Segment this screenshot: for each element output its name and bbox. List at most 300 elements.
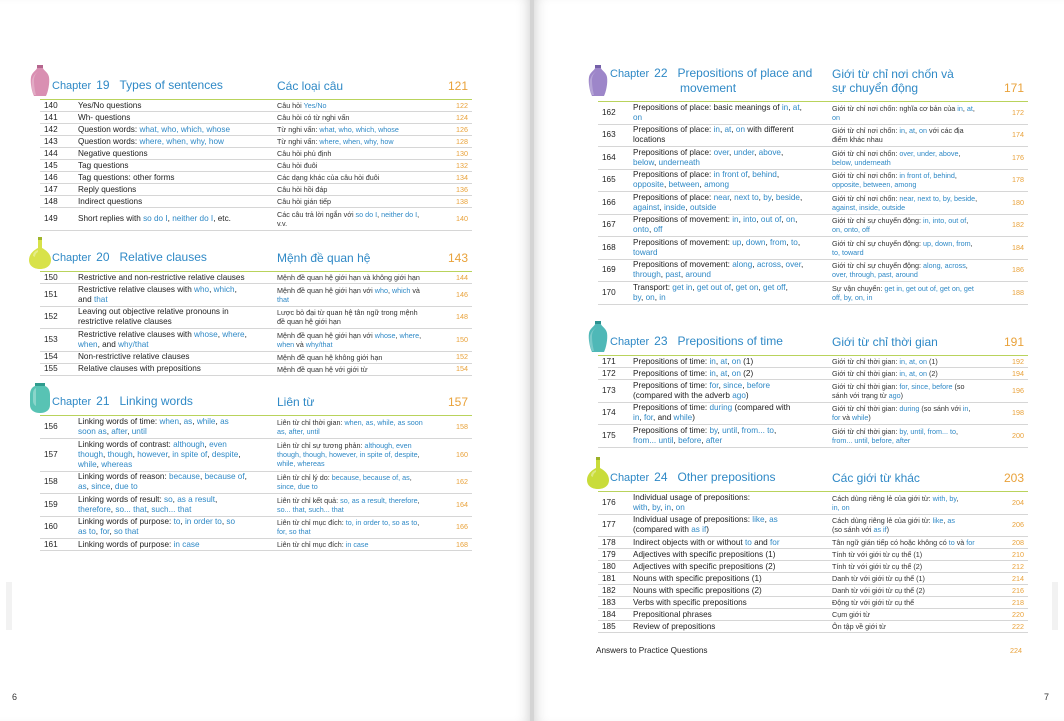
chapter-number: 24: [654, 470, 668, 484]
text-segment: ,: [692, 282, 697, 292]
toc-entry[interactable]: [40, 124, 472, 136]
text-segment: (so sánh với: [832, 525, 874, 535]
unit-title-vietnamese: [277, 307, 442, 329]
toc-entry[interactable]: [598, 125, 1028, 148]
text-segment: ,: [417, 495, 420, 505]
keyword-highlight: with: [633, 502, 648, 512]
unit-title-vietnamese: [832, 492, 1002, 514]
keyword-highlight: because: [169, 472, 200, 482]
text-segment: Non-restrictive relative clauses: [78, 352, 190, 361]
keyword-highlight: on: [918, 126, 927, 136]
keyword-highlight: below, underneath: [832, 157, 891, 167]
keyword-highlight: next to: [734, 192, 759, 202]
chapter-page-number: 143: [447, 251, 468, 265]
unit-title: [633, 102, 829, 124]
toc-entry[interactable]: [40, 100, 472, 112]
unit-number: 185: [602, 621, 616, 631]
keyword-highlight: ago: [888, 390, 901, 400]
keyword-highlight: under: [733, 147, 755, 157]
unit-title: [633, 380, 829, 402]
keyword-highlight: whereas: [101, 459, 133, 469]
unit-page-number: 166: [456, 522, 468, 532]
unit-page-number: 150: [456, 334, 468, 344]
chapter-title: [52, 250, 207, 265]
keyword-highlight: for: [709, 380, 719, 390]
text-segment: ,: [648, 225, 654, 235]
keyword-highlight: Yes/No: [303, 101, 327, 110]
text-segment: Giới từ chỉ nơi chốn:: [832, 193, 900, 203]
toc-entry[interactable]: [40, 416, 472, 439]
jar-teal-icon: [28, 380, 52, 414]
unit-title: [633, 492, 829, 514]
keyword-highlight: on: [633, 112, 643, 122]
keyword-highlight: in: [957, 103, 963, 113]
text-segment: ,: [965, 261, 968, 271]
text-segment: ,: [234, 284, 237, 294]
text-segment: ,: [758, 192, 764, 202]
chapter-21-section: [40, 378, 472, 551]
answers-page: 224: [1010, 646, 1022, 655]
keyword-highlight: on: [735, 125, 746, 135]
unit-page-number: 132: [456, 160, 468, 170]
unit-title: [78, 148, 276, 159]
unit-title-vietnamese: [832, 170, 1000, 192]
keyword-highlight: in, on: [832, 502, 850, 512]
text-segment: Tag questions: other forms: [78, 172, 175, 182]
unit-title: [78, 352, 276, 363]
toc-entry[interactable]: [40, 160, 472, 172]
text-segment: Prepositions of time:: [633, 380, 710, 390]
keyword-highlight: which: [391, 285, 411, 295]
keyword-highlight: when: [159, 416, 180, 426]
keyword-highlight: so: [226, 517, 236, 527]
unit-title-vietnamese: [277, 494, 447, 516]
text-segment: Câu hỏi đuôi: [277, 161, 318, 170]
toc-entry[interactable]: [40, 494, 472, 517]
page-edge: [6, 582, 12, 630]
text-segment: ,: [968, 404, 971, 414]
toc-entry[interactable]: [598, 573, 1028, 585]
unit-page-number: 160: [456, 449, 468, 459]
toc-entry[interactable]: [598, 403, 1028, 426]
keyword-highlight: between: [668, 180, 700, 190]
unit-page-number: 136: [456, 184, 468, 194]
unit-title: [633, 585, 829, 596]
entry-list: [40, 272, 472, 376]
unit-title: [633, 537, 829, 548]
text-segment: Nouns with specific prepositions (2): [633, 585, 762, 595]
unit-page-number: 148: [456, 312, 468, 322]
unit-title: [78, 439, 276, 471]
unit-page-number: 188: [1012, 287, 1024, 297]
unit-title: [633, 549, 829, 560]
chapter-name: Prepositions of place and: [677, 66, 813, 80]
keyword-highlight: in: [709, 356, 716, 366]
text-segment: ,: [215, 494, 218, 504]
text-segment: Giới từ chỉ thời gian:: [832, 381, 900, 391]
keyword-highlight: against, inside, outside: [832, 202, 906, 212]
keyword-highlight: get on: [735, 282, 759, 292]
keyword-highlight: in: [713, 125, 720, 135]
keyword-highlight: so... that: [115, 504, 147, 514]
toc-entry[interactable]: [598, 192, 1028, 215]
text-segment: ,: [215, 416, 221, 426]
unit-title-vietnamese: [832, 282, 1000, 304]
text-segment: Reply questions: [78, 184, 137, 194]
text-segment: ,: [972, 103, 975, 113]
unit-title: [633, 170, 829, 192]
toc-entry[interactable]: [40, 136, 472, 148]
text-segment: Giới từ chỉ nơi chốn:: [832, 171, 900, 181]
text-segment: Liên từ chỉ lý do:: [277, 473, 332, 483]
toc-entry[interactable]: [598, 237, 1028, 260]
text-segment: ,: [758, 282, 763, 292]
unit-number: 148: [44, 196, 58, 206]
text-segment: (so sánh với: [919, 404, 963, 414]
text-segment: Giới từ chỉ thời gian:: [832, 404, 900, 414]
toc-entry[interactable]: [598, 102, 1028, 125]
keyword-highlight: at: [792, 102, 800, 112]
text-segment: ,: [717, 425, 723, 435]
text-segment: Relative clauses with prepositions: [78, 364, 201, 373]
keyword-highlight: for: [832, 413, 841, 423]
text-segment: ,: [754, 147, 759, 157]
unit-number: 162: [602, 107, 616, 117]
text-segment: Cụm giới từ: [832, 610, 870, 619]
text-segment: ,: [200, 472, 205, 482]
keyword-highlight: in front of: [713, 170, 748, 180]
text-segment: Question words:: [78, 136, 140, 146]
text-segment: ,: [731, 125, 736, 135]
text-segment: Giới từ chỉ thời gian:: [832, 369, 900, 378]
toc-entry[interactable]: [40, 517, 472, 540]
text-segment: Indirect questions: [78, 196, 143, 206]
text-segment: ,: [419, 330, 422, 340]
chapter-title-vi: Mệnh đề quan hệ: [277, 251, 371, 265]
toc-entry[interactable]: [598, 492, 1028, 515]
text-segment: ,: [417, 209, 420, 219]
toc-entry[interactable]: [598, 515, 1028, 538]
toc-entry[interactable]: [598, 425, 1028, 448]
unit-page-number: 146: [456, 289, 468, 299]
text-segment: ,: [663, 180, 669, 190]
toc-entry[interactable]: [598, 215, 1028, 238]
toc-entry[interactable]: [40, 196, 472, 208]
keyword-highlight: as to: [78, 527, 96, 537]
text-segment: Câu hỏi gián tiếp: [277, 197, 331, 206]
toc-entry[interactable]: [598, 368, 1028, 380]
keyword-highlight: to: [790, 237, 798, 247]
unit-number: 179: [602, 549, 616, 559]
entry-list: [598, 492, 1028, 633]
keyword-highlight: who: [194, 284, 210, 294]
toc-entry[interactable]: [598, 597, 1028, 609]
keyword-highlight: get out of: [696, 282, 732, 292]
text-segment: ,: [970, 238, 973, 248]
keyword-highlight: whose: [194, 329, 218, 339]
text-segment: Giới từ chỉ sự chuyển động:: [832, 238, 924, 248]
keyword-highlight: over, through, past, around: [832, 270, 918, 280]
toc-entry[interactable]: [598, 585, 1028, 597]
text-segment: ,: [146, 504, 152, 514]
toc-entry[interactable]: [598, 260, 1028, 283]
text-segment: ,: [671, 502, 676, 512]
text-segment: Prepositions of place:: [633, 147, 714, 157]
toc-entry[interactable]: [598, 621, 1028, 633]
text-segment: and: [751, 537, 771, 547]
chapter-header[interactable]: [598, 318, 1028, 356]
chapter-header[interactable]: [598, 454, 1028, 492]
chapter-title-vi: Liên từ: [277, 395, 315, 409]
toc-entry[interactable]: [598, 380, 1028, 403]
toc-entry[interactable]: [598, 549, 1028, 561]
text-segment: ,: [653, 157, 659, 167]
text-segment: ,: [701, 435, 706, 445]
keyword-highlight: on: [675, 502, 685, 512]
toc-entry[interactable]: [40, 364, 472, 376]
text-segment: Prepositions of place: basic meanings of: [633, 102, 782, 112]
unit-title-vietnamese: [277, 416, 447, 438]
toc-entry[interactable]: [40, 439, 472, 472]
unit-page-number: 184: [1012, 242, 1024, 252]
text-segment: ,: [192, 416, 197, 426]
chapter-title: [610, 470, 776, 485]
keyword-highlight: what, who, which, whose: [319, 125, 399, 134]
unit-page-number: 128: [456, 136, 468, 146]
keyword-highlight: in, at, on: [899, 369, 927, 378]
unit-title-vietnamese: [832, 237, 1000, 259]
text-segment: ,: [737, 425, 742, 435]
text-segment: Verbs with specific prepositions: [633, 597, 747, 607]
text-segment: ,: [785, 282, 788, 292]
unit-title-vietnamese: [277, 148, 437, 159]
text-segment: ): [868, 413, 871, 423]
keyword-highlight: that: [93, 294, 108, 304]
unit-title: [78, 196, 276, 207]
text-segment: Liên từ chỉ thời gian:: [277, 417, 345, 427]
unit-page-number: 124: [456, 112, 468, 122]
unit-number: 147: [44, 184, 58, 194]
keyword-highlight: over: [713, 147, 730, 157]
toc-entry[interactable]: [40, 172, 472, 184]
text-segment: ,: [738, 215, 744, 225]
unit-title: [633, 147, 829, 169]
unit-page-number: 200: [1012, 430, 1024, 440]
unit-title-vietnamese: [277, 196, 437, 207]
chapter-page-number: 203: [1003, 471, 1024, 485]
text-segment: ,: [409, 473, 412, 483]
unit-title-vietnamese: [832, 425, 1000, 447]
chapter-title: [610, 334, 783, 349]
toc-entry[interactable]: [598, 537, 1028, 549]
unit-title-vietnamese: [277, 539, 447, 550]
text-segment: điểm khác nhau: [832, 135, 883, 145]
toc-entry[interactable]: [40, 112, 472, 124]
chapter-name: Relative clauses: [119, 250, 207, 264]
chapter-title-vietnamese: [277, 251, 370, 265]
text-segment: ): [706, 525, 710, 535]
chapter-label: Chapter: [52, 252, 92, 264]
toc-entry[interactable]: [598, 282, 1028, 305]
unit-number: 156: [44, 421, 58, 431]
text-segment: Câu hỏi phủ định: [277, 149, 332, 158]
toc-entry[interactable]: [40, 284, 472, 307]
keyword-highlight: where, when, why, how: [139, 136, 224, 146]
text-segment: ,: [217, 329, 223, 339]
text-segment: ,: [417, 518, 420, 528]
text-segment: ,: [780, 147, 784, 157]
toc-entry[interactable]: [40, 148, 472, 160]
toc-entry[interactable]: [598, 147, 1028, 170]
chapter-header[interactable]: [40, 234, 472, 272]
toc-entry[interactable]: [40, 272, 472, 284]
text-segment: Cách dùng riêng lẻ của giới từ:: [832, 516, 933, 526]
keyword-highlight: while: [78, 459, 97, 469]
text-segment: Các câu trả lời ngắn với: [277, 209, 356, 219]
answers-entry[interactable]: [596, 646, 1026, 655]
toc-entry[interactable]: [598, 561, 1028, 573]
chapter-header[interactable]: [40, 378, 472, 416]
unit-number: 152: [44, 312, 58, 322]
chapter-19-section: [40, 62, 472, 231]
keyword-highlight: for, so that: [277, 527, 311, 537]
unit-title-vietnamese: [277, 329, 442, 351]
text-segment: ,: [244, 472, 247, 482]
unit-page-number: 178: [1012, 175, 1024, 185]
toc-entry[interactable]: [40, 208, 472, 231]
unit-title: [633, 125, 829, 147]
text-segment: Mệnh đề quan hệ không giới hạn: [277, 352, 383, 362]
unit-title: [78, 112, 276, 123]
unit-page-number: 196: [1012, 385, 1024, 395]
keyword-highlight: in: [732, 215, 739, 225]
chapter-header[interactable]: [40, 62, 472, 100]
text-segment: Leaving out objective relative pronouns in: [78, 307, 229, 317]
keyword-highlight: at: [724, 125, 732, 135]
toc-entry[interactable]: [598, 356, 1028, 368]
keyword-highlight: on, onto, off: [832, 225, 870, 235]
unit-title-vietnamese: [832, 585, 1002, 596]
text-segment: Mệnh đề quan hệ với giới từ: [277, 364, 368, 374]
keyword-highlight: to: [948, 538, 955, 547]
keyword-highlight: as a result: [177, 494, 216, 504]
keyword-highlight: because of: [204, 472, 245, 482]
unit-number: 140: [44, 100, 58, 110]
toc-entry[interactable]: [40, 352, 472, 364]
unit-number: 164: [602, 152, 616, 162]
keyword-highlight: neither do I: [172, 213, 214, 223]
keyword-highlight: in: [781, 102, 789, 112]
unit-number: 184: [602, 609, 616, 619]
text-segment: ,: [719, 125, 725, 135]
toc-entry[interactable]: [40, 472, 472, 495]
toc-entry[interactable]: [598, 170, 1028, 193]
text-segment: Transport:: [633, 282, 673, 292]
toc-entry[interactable]: [40, 307, 472, 330]
keyword-highlight: with, by: [932, 493, 957, 503]
keyword-highlight: near: [713, 192, 730, 202]
text-segment: ,: [680, 270, 686, 280]
text-segment: Giới từ chỉ sự chuyển động:: [832, 216, 924, 226]
chapter-title: [52, 394, 193, 409]
text-segment: , and: [653, 413, 674, 423]
keyword-highlight: get in: [672, 282, 693, 292]
keyword-highlight: at: [720, 368, 728, 378]
unit-title: [78, 124, 276, 135]
chapter-label: Chapter: [52, 80, 92, 92]
unit-number: 171: [602, 356, 616, 366]
text-segment: ,: [86, 482, 92, 492]
toc-entry[interactable]: [40, 329, 472, 352]
text-segment: Động từ với giới từ cụ thể: [832, 598, 915, 607]
unit-page-number: 158: [456, 421, 468, 431]
chapter-header[interactable]: [598, 58, 1028, 102]
unit-page-number: 212: [1012, 561, 1024, 571]
text-segment: ,: [956, 493, 959, 503]
keyword-highlight: who: [374, 285, 388, 295]
text-segment: ,: [752, 260, 757, 270]
text-segment: Tính từ với giới từ cụ thể (1): [832, 550, 923, 559]
keyword-highlight: why/that: [118, 339, 149, 349]
unit-page-number: 182: [1012, 220, 1024, 230]
keyword-highlight: get off: [762, 282, 786, 292]
toc-entry[interactable]: [40, 539, 472, 551]
left-page-number: 6: [12, 692, 18, 702]
entry-list: [40, 100, 472, 231]
text-segment: , etc.: [213, 213, 231, 223]
unit-title-vietnamese: [832, 147, 1000, 169]
keyword-highlight: on: [731, 356, 741, 366]
keyword-highlight: because, because of, as: [331, 473, 410, 483]
unit-number: 176: [602, 497, 616, 507]
unit-page-number: 162: [456, 477, 468, 487]
unit-page-number: 144: [456, 272, 468, 282]
text-segment: Câu hỏi: [277, 101, 304, 110]
text-segment: (compared with the adverb: [633, 390, 733, 400]
unit-title-vietnamese: [832, 403, 1000, 425]
keyword-highlight: before: [678, 435, 702, 445]
text-segment: ,: [96, 459, 102, 469]
unit-title-vietnamese: [277, 100, 437, 111]
keyword-highlight: while: [196, 416, 216, 426]
text-segment: ,: [103, 449, 108, 459]
unit-title-vietnamese: [832, 102, 1000, 124]
unit-number: 151: [44, 289, 58, 299]
text-segment: ,: [109, 527, 114, 537]
keyword-highlight: along: [732, 260, 753, 270]
toc-entry[interactable]: [598, 609, 1028, 621]
unit-title-vietnamese: [832, 597, 1002, 608]
unit-number: 168: [602, 242, 616, 252]
toc-entry[interactable]: [40, 184, 472, 196]
unit-number: 177: [602, 520, 616, 530]
unit-title: [633, 425, 829, 447]
text-segment: ,: [799, 102, 802, 112]
keyword-highlight: such... that: [151, 504, 192, 514]
text-segment: Giới từ chỉ nơi chốn:: [832, 126, 900, 136]
chapter-title-vietnamese: [832, 67, 954, 95]
keyword-highlight: which: [213, 284, 235, 294]
text-segment: Tân ngữ gián tiếp có hoặc không có: [832, 538, 949, 547]
unit-title: [633, 621, 829, 632]
keyword-highlight: although: [173, 439, 205, 449]
text-segment: restrictive relative clauses: [78, 317, 172, 327]
text-segment: ,: [377, 209, 382, 219]
keyword-highlight: however: [137, 449, 168, 459]
unit-number: 150: [44, 272, 58, 282]
text-segment: Lược bỏ đại từ quan hệ tân ngữ trong mệnh: [277, 308, 418, 318]
text-segment: ,: [244, 329, 247, 339]
